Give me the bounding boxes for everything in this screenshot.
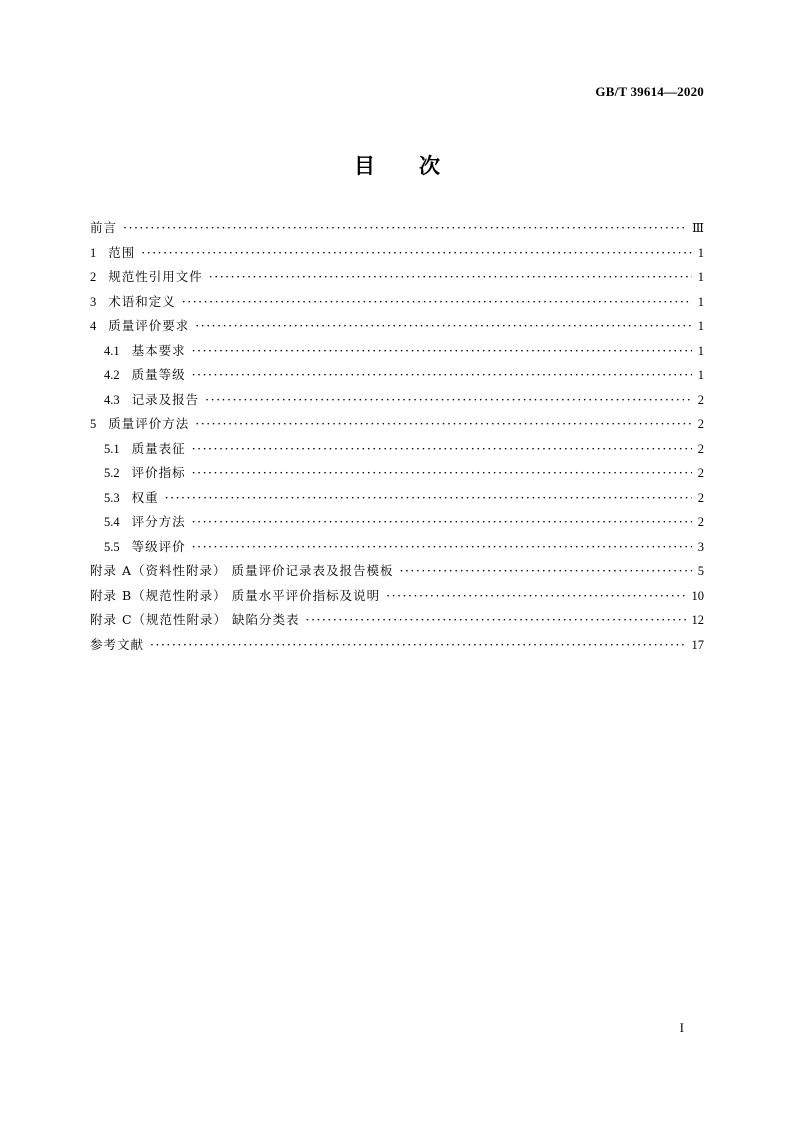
dot-leader (165, 486, 692, 511)
toc-entry-number: 5.2 (104, 466, 120, 480)
dot-leader (192, 363, 692, 388)
toc-entry-number: 5.3 (104, 490, 120, 505)
toc-entry-number: 2 (90, 270, 97, 284)
dot-leader (123, 216, 686, 241)
dot-leader (195, 412, 691, 437)
toc-entry-label: 范围 (108, 244, 136, 260)
toc-entry-page: 1 (697, 368, 704, 382)
toc-entry-bibliography[interactable] (90, 633, 704, 658)
toc-entry-page: 2 (697, 515, 704, 529)
toc-entry-appendix-c[interactable] (90, 608, 704, 633)
dot-leader (192, 437, 692, 462)
toc-entry-page: 1 (697, 343, 704, 358)
toc-entry-number: 3 (90, 294, 97, 309)
toc-entry-label: 质量评价要求 (108, 318, 190, 333)
toc-entry-5-1[interactable] (90, 437, 704, 462)
toc-entry-5-5[interactable] (90, 535, 704, 560)
toc-entry-page: 5 (697, 564, 704, 578)
toc-entry-label: 权重 (131, 489, 159, 505)
toc-entry-appendix-a[interactable] (90, 559, 704, 584)
dot-leader (141, 241, 691, 266)
dot-leader (192, 535, 692, 560)
toc-entry-page: 17 (691, 637, 704, 652)
toc-entry-number: 5.5 (104, 539, 120, 554)
toc-entry-label: 附录 C（规范性附录） 缺陷分类表 (90, 612, 300, 627)
toc-entry-label: 等级评价 (131, 538, 186, 554)
toc-entry-label: 质量表征 (131, 440, 186, 456)
toc-entry-5-2[interactable] (90, 461, 704, 486)
toc-entry-page: 2 (697, 490, 704, 505)
toc-entry-number: 1 (90, 245, 97, 260)
toc-entry-page: 12 (691, 613, 704, 627)
toc-entry-label: 参考文献 (90, 636, 145, 652)
toc-entry-label: 记录及报告 (131, 391, 200, 407)
dot-leader (182, 290, 692, 315)
toc-entry-page: 1 (697, 319, 704, 333)
toc-entry-label: 附录 A（资料性附录） 质量评价记录表及报告模板 (90, 563, 394, 578)
dot-leader (192, 510, 692, 535)
toc-entry-5[interactable] (90, 412, 704, 437)
dot-leader (195, 314, 691, 339)
toc-entry-page: 2 (697, 441, 704, 456)
toc-entry-label: 附录 B（规范性附录） 质量水平评价指标及说明 (90, 587, 381, 603)
toc-entry-page: 2 (697, 392, 704, 407)
toc-title-char-1: 目 (354, 154, 375, 178)
toc-title (0, 150, 794, 180)
toc-entry-page: 2 (697, 417, 704, 431)
toc-entry-2[interactable] (90, 265, 704, 290)
dot-leader (150, 633, 685, 658)
toc-entry-label: 质量评价方法 (108, 416, 190, 431)
toc-entry-3[interactable] (90, 290, 704, 315)
toc-entry-page: 3 (697, 539, 704, 554)
toc-entry-page: 1 (697, 294, 704, 309)
toc-entry-label: 术语和定义 (108, 293, 176, 309)
table-of-contents (90, 216, 704, 657)
toc-entry-number: 5 (90, 417, 97, 431)
toc-entry-label: 基本要求 (131, 342, 186, 358)
dot-leader (306, 608, 686, 633)
toc-entry-foreword[interactable] (90, 216, 704, 241)
toc-entry-number: 5.1 (104, 441, 120, 456)
toc-entry-page: 1 (697, 245, 704, 260)
page-number: I (679, 1020, 684, 1035)
toc-entry-page: 2 (697, 466, 704, 480)
toc-entry-4-2[interactable] (90, 363, 704, 388)
toc-entry-label: 评价指标 (131, 465, 186, 480)
standard-code: GB/T 39614—2020 (595, 84, 704, 99)
toc-entry-label: 评分方法 (131, 514, 186, 529)
dot-leader (205, 388, 692, 413)
toc-entry-number: 4 (90, 319, 97, 333)
dot-leader (209, 265, 692, 290)
toc-entry-5-4[interactable] (90, 510, 704, 535)
toc-entry-number: 4.3 (104, 392, 120, 407)
dot-leader (192, 339, 692, 364)
toc-entry-page: 1 (697, 270, 704, 284)
toc-entry-label: 质量等级 (131, 367, 186, 382)
toc-entry-page: 10 (691, 588, 704, 603)
toc-entry-5-3[interactable] (90, 486, 704, 511)
toc-entry-label: 前言 (90, 220, 118, 235)
dot-leader (386, 584, 685, 609)
dot-leader (192, 461, 692, 486)
dot-leader (399, 559, 691, 584)
toc-entry-appendix-b[interactable] (90, 584, 704, 609)
toc-entry-number: 4.2 (104, 368, 120, 382)
toc-entry-number: 4.1 (104, 343, 120, 358)
toc-entry-4-1[interactable] (90, 339, 704, 364)
toc-title-char-2: 次 (419, 154, 440, 178)
toc-entry-page: Ⅲ (691, 221, 704, 235)
toc-entry-label: 规范性引用文件 (108, 269, 203, 284)
toc-entry-4-3[interactable] (90, 388, 704, 413)
toc-entry-4[interactable] (90, 314, 704, 339)
toc-entry-number: 5.4 (104, 515, 120, 529)
toc-entry-1[interactable] (90, 241, 704, 266)
